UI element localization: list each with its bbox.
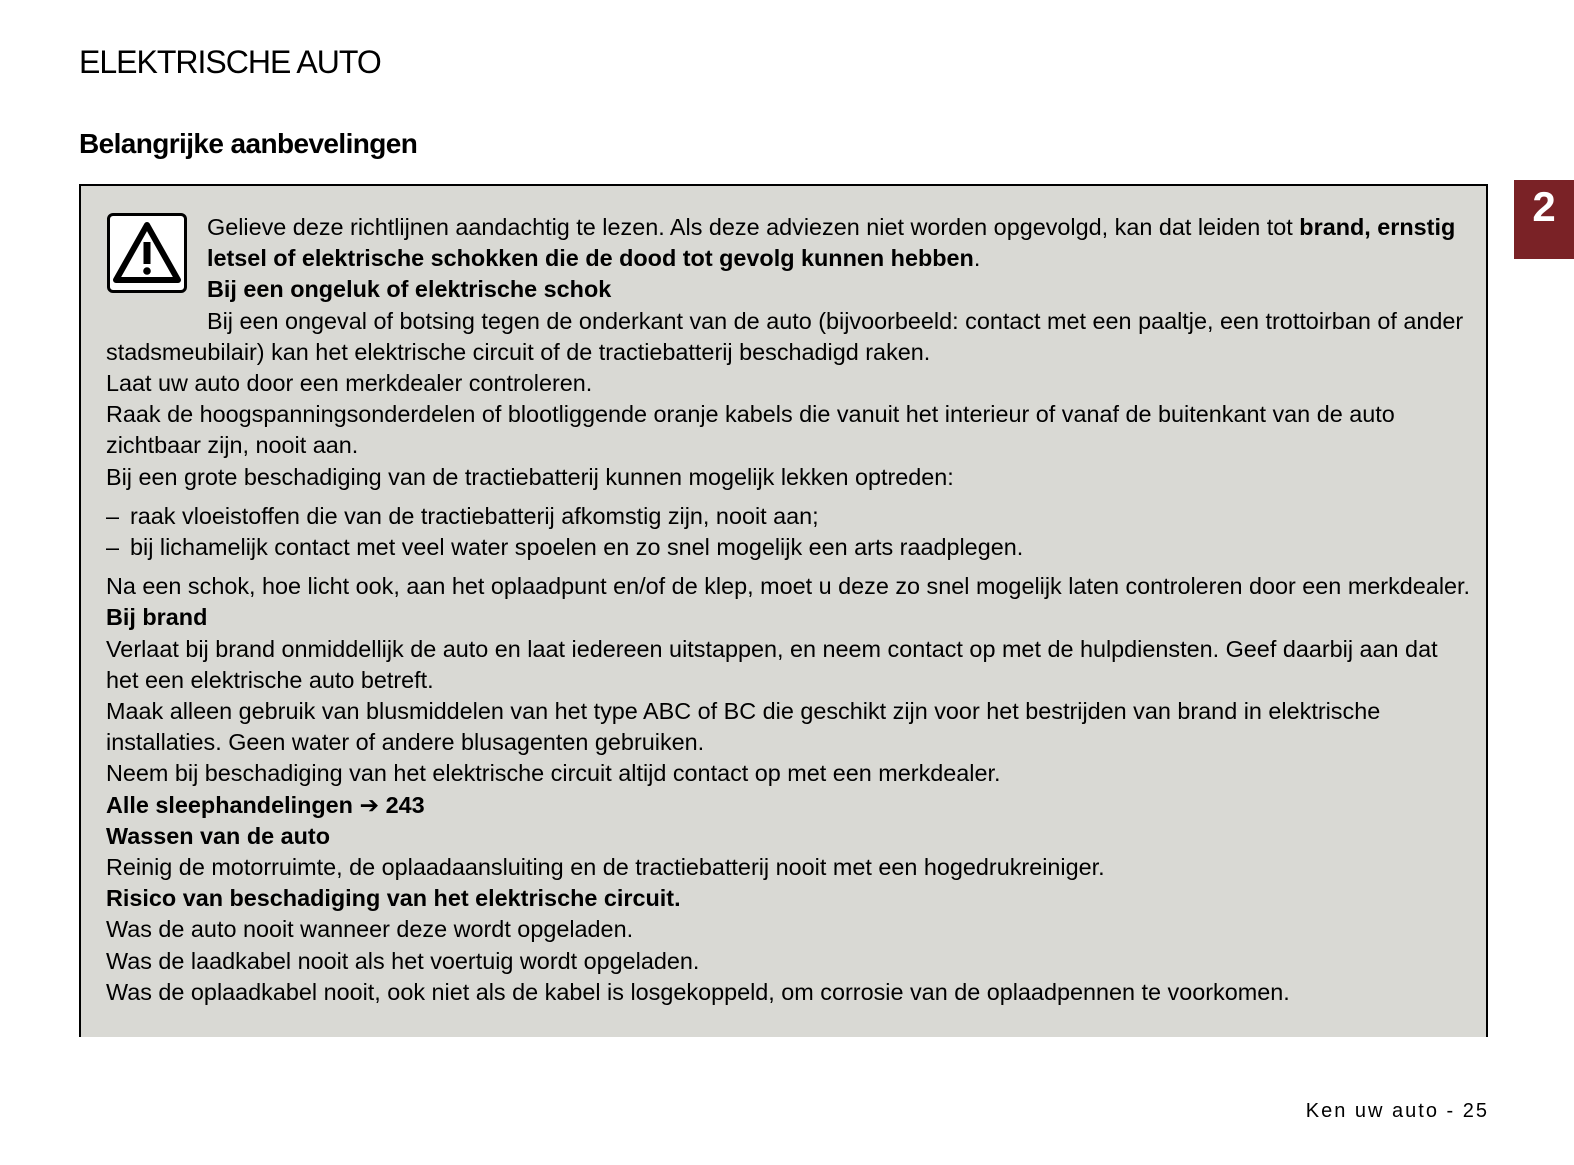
check-dealer-text: Laat uw auto door een merkdealer controleren. <box>106 370 593 397</box>
wash-text: Reinig de motorruimte, de oplaadaansluiting en de tractiebatterij nooit met een hogedrukreiniger. <box>106 854 1105 881</box>
intro-bold-text: brand, ernstig letsel of elektrische schokken die de dood tot gevolg kunnen hebben <box>207 214 1456 272</box>
risk-line: Was de oplaadkabel nooit, ook niet als de kabel is losgekoppeld, om corrosie van de oplaadpennen te voorkomen. <box>106 978 1290 1005</box>
list-item: – raak vloeistoffen die van de tractiebatterij afkomstig zijn, nooit aan; <box>106 502 819 529</box>
risk-heading: Risico van beschadiging van het elektrische circuit. <box>106 885 681 912</box>
intro-paragraph: Gelieve deze richtlijnen aandachtig te lezen. Als deze adviezen niet worden opgevolgd, kan dat leiden tot brand, ernstig letsel of elektrische schokken die de dood tot gevolg kunnen hebben. <box>207 214 1456 272</box>
risk-line: Was de auto nooit wanneer deze wordt opgeladen. <box>106 916 634 943</box>
towing-heading: Alle sleephandelingen ➔ 243 <box>106 791 425 818</box>
list-item: – bij lichamelijk contact met veel water spoelen en zo snel mogelijk een arts raadplegen. <box>106 534 1024 561</box>
wash-heading: Wassen van de auto <box>106 822 331 849</box>
risk-line: Was de laadkabel nooit als het voertuig wordt opgeladen. <box>106 947 700 974</box>
section-title: Belangrijke aanbevelingen <box>79 128 418 159</box>
extinguisher-text: Maak alleen gebruik van blusmiddelen van het type ABC of BC die geschikt zijn voor het bestrijden van brand in elektrische installaties. Geen water of andere blusagenten gebruiken. <box>106 698 1381 756</box>
warning-text <box>106 212 1476 1008</box>
leak-intro-text: Bij een grote beschadiging van de tractiebatterij kunnen mogelijk lekken optreden: <box>106 463 954 490</box>
page-footer: Ken uw auto - 25 <box>1305 1100 1489 1122</box>
no-touch-text: Raak de hoogspanningsonderdelen of blootliggende oranje kabels die vanuit het interieur of vanaf de buitenkant van de auto zichtbaar zijn, nooit aan. <box>106 401 1395 459</box>
page-title: ELEKTRISCHE AUTO <box>79 44 381 80</box>
towing-page-link[interactable]: 243 <box>385 791 425 818</box>
accident-text: Bij een ongeval of botsing tegen de onderkant van de auto (bijvoorbeeld: contact met een paaltje, een trottoirban of ander stadsmeubilair) kan het elektrische circuit of de tractiebatterij beschadigd raken. <box>106 307 1464 365</box>
fire-heading: Bij brand <box>106 604 208 631</box>
circuit-damage-text: Neem bij beschadiging van het elektrische circuit altijd contact op met een merkdealer. <box>106 760 1001 787</box>
shock-text: Na een schok, hoe licht ook, aan het oplaadpunt en/of de klep, moet u deze zo snel mogelijk laten controleren door een merkdealer. <box>106 573 1471 600</box>
arrow-right-icon: ➔ <box>359 791 380 818</box>
accident-heading: Bij een ongeluk of elektrische schok <box>207 276 612 303</box>
warning-box <box>79 184 1488 1037</box>
chapter-tab[interactable]: 2 <box>1514 180 1574 259</box>
leak-list <box>106 501 1476 563</box>
fire-text: Verlaat bij brand onmiddellijk de auto en laat iedereen uitstappen, en neem contact op met de hulpdiensten. Geef daarbij aan dat het een elektrische auto betreft. <box>106 635 1438 693</box>
